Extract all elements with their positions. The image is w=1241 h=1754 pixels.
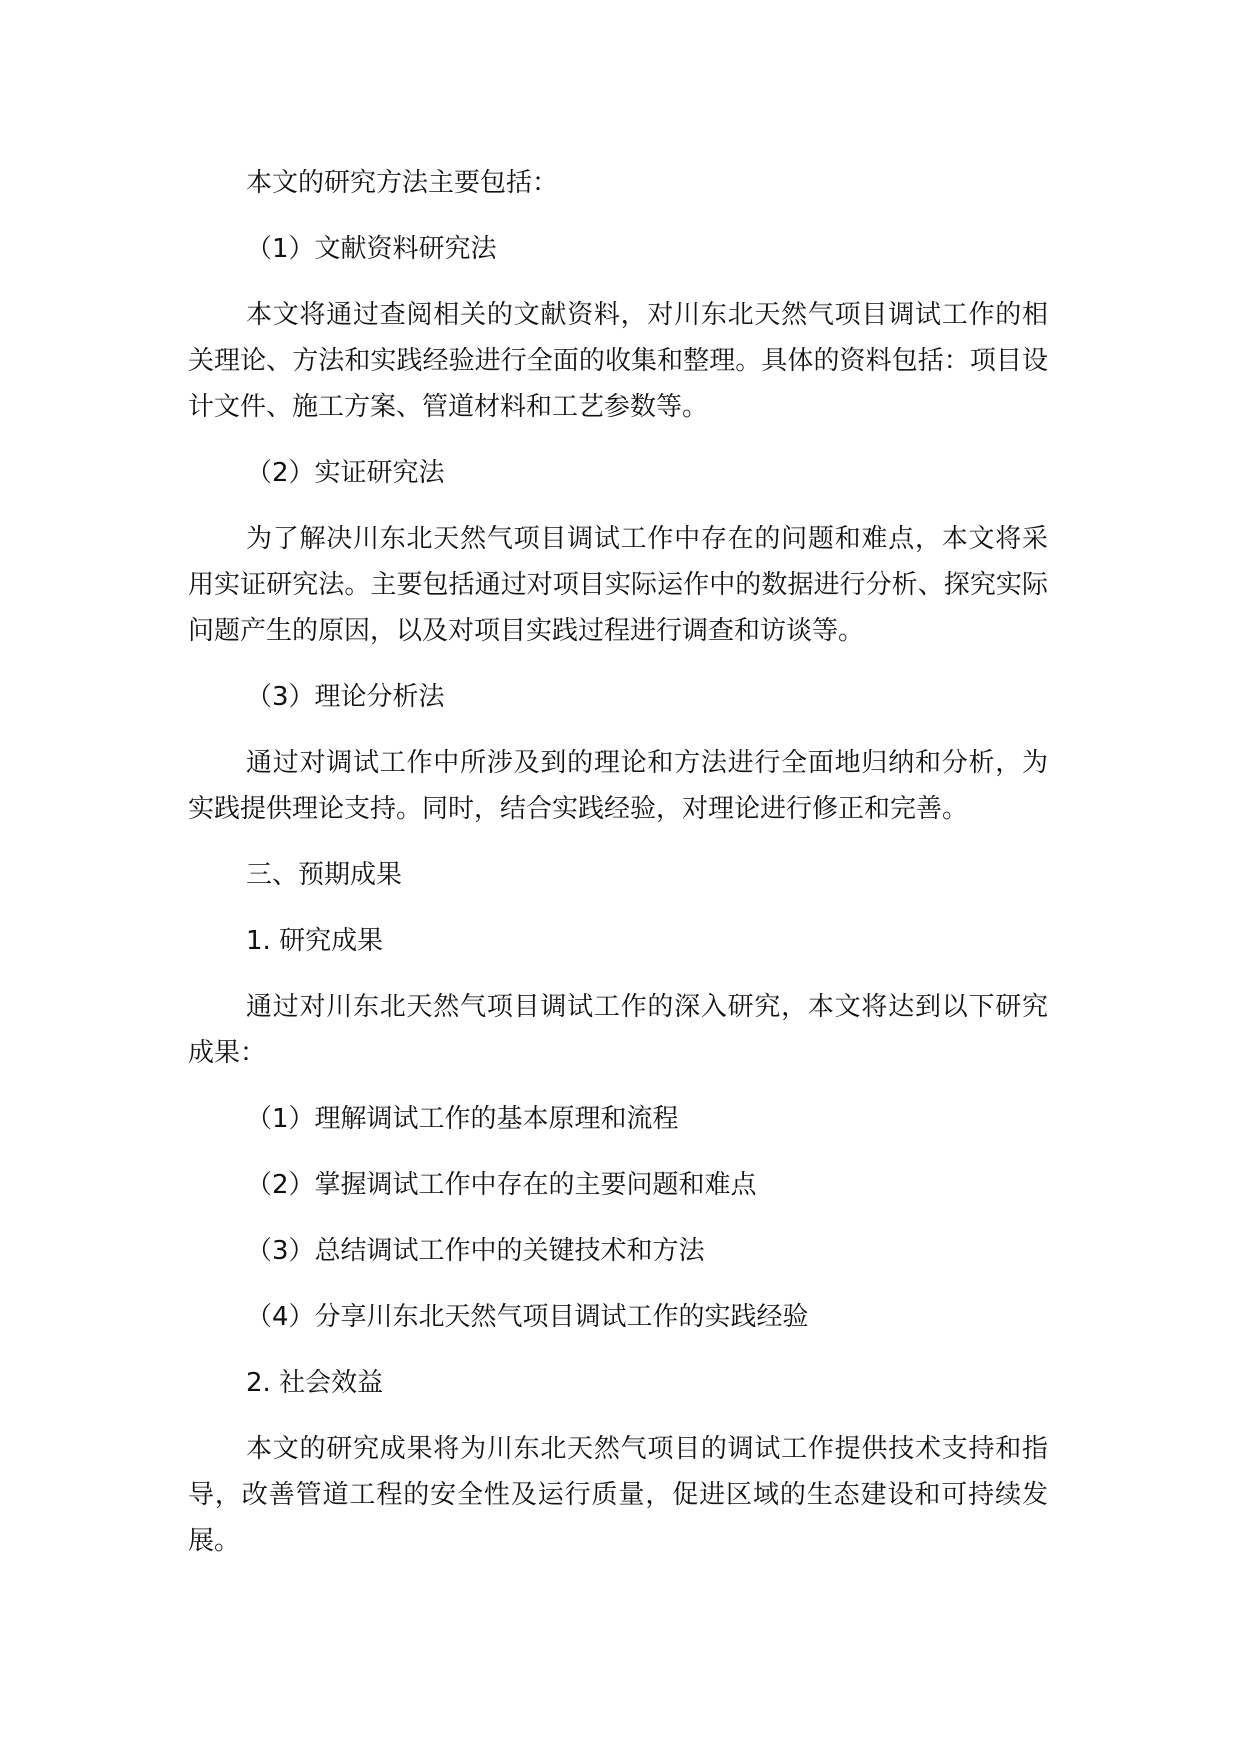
subheading-literature-method: （1）文献资料研究法 — [246, 234, 497, 264]
list-item-result-2: （2）掌握调试工作中存在的主要问题和难点 — [246, 1170, 757, 1200]
paragraph-empirical-method: 为了解决川东北天然气项目调试工作中存在的问题和难点，本文将采用实证研究法。主要包括通过对项目实际运作中的数据进行分析、探究实际问题产生的原因，以及对项目实践过程进行调查和访谈等。 — [188, 524, 1048, 646]
section-heading-expected-results: 三、预期成果 — [246, 860, 403, 890]
paragraph-social-benefits: 本文的研究成果将为川东北天然气项目的调试工作提供技术支持和指导，改善管道工程的安全性及运行质量，促进区域的生态建设和可持续发展。 — [188, 1434, 1048, 1556]
list-item-result-3: （3）总结调试工作中的关键技术和方法 — [246, 1236, 705, 1266]
paragraph-research-results: 通过对川东北天然气项目调试工作的深入研究，本文将达到以下研究成果： — [188, 992, 1048, 1068]
subheading-research-results: 1. 研究成果 — [246, 926, 384, 956]
subheading-empirical-method: （2）实证研究法 — [246, 458, 445, 488]
document-body — [188, 160, 1048, 1564]
subheading-social-benefits: 2. 社会效益 — [246, 1368, 384, 1398]
list-item-result-1: （1）理解调试工作的基本原理和流程 — [246, 1104, 679, 1134]
subheading-theoretical-method: （3）理论分析法 — [246, 682, 445, 712]
paragraph-theoretical-method: 通过对调试工作中所涉及到的理论和方法进行全面地归纳和分析，为实践提供理论支持。同时，结合实践经验，对理论进行修正和完善。 — [188, 748, 1048, 824]
paragraph-literature-method: 本文将通过查阅相关的文献资料，对川东北天然气项目调试工作的相关理论、方法和实践经验进行全面的收集和整理。具体的资料包括：项目设计文件、施工方案、管道材料和工艺参数等。 — [188, 300, 1048, 422]
paragraph-methods-intro: 本文的研究方法主要包括： — [246, 168, 559, 198]
list-item-result-4: （4）分享川东北天然气项目调试工作的实践经验 — [246, 1302, 809, 1332]
